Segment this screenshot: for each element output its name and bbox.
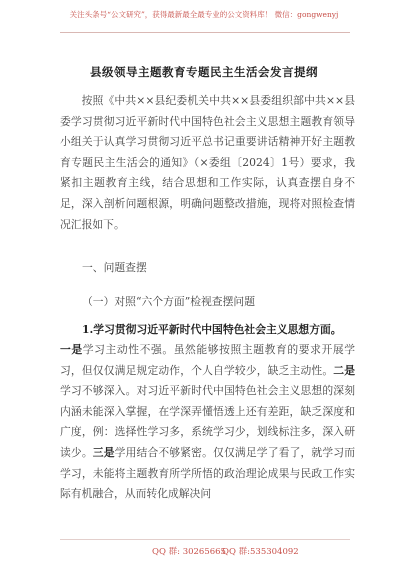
item-body-paragraph <box>60 340 355 505</box>
footer-qq-group-2: QQ 群:535304092 <box>222 547 299 557</box>
subsection-heading: （一）对照“六个方面”检视查摆问题 <box>82 295 255 308</box>
point-text-2: 学习不够深入。对习近平新时代中国特色社会主义思想的深刻内涵未能深入掌握，在学深弄懂悟透上还有差距，缺乏深度和广度，例：选择性学习多，系统学习少，划线标注多，深入研读少。 <box>60 384 355 459</box>
footer-qq-group-1: QQ 群: 30265665 <box>152 547 226 557</box>
section-heading: 一、问题查摆 <box>82 261 147 274</box>
page-header-banner: 关注头条号“公文研究”，获得最新最全最专业的公文资料库！ 微信：gongwenyj <box>69 10 339 19</box>
point-text-3: 学用结合不够紧密。仅仅满足学了看了，就学习而学习，未能将主题教育所学所悟的政治理论成果与民政工作实际有机融合，从而转化成解决问 <box>60 445 356 501</box>
intro-paragraph: 按照《中共××县纪委机关中共××县委组织部中共××县委学习贯彻习近平新时代中国特色社会主义思想主题教育领导小组关于认真学习贯彻习近平总书记重要讲话精神开好主题教育专题民主生活会的通知》（×委组〔2024〕1号）要求，我紧扣主题教育主线，结合思想和工作实际，认真查摆自身不足，深入剖析问题根源，明确问题整改措施，现将对照检查情况汇报如下。 <box>60 94 355 231</box>
header-divider <box>60 32 350 33</box>
document-title: 县级领导主题教育专题民主生活会发言提纲 <box>90 65 318 79</box>
point-text-1: 学习主动性不强。虽然能够按照主题教育的要求开展学习，但仅仅满足规定动作，个人自学较少，缺乏主动性。 <box>60 343 356 377</box>
point-lead-1: 一是 <box>60 343 83 356</box>
item-heading: 1.学习贯彻习近平新时代中国特色社会主义思想方面。 <box>82 323 342 336</box>
point-lead-3: 三是 <box>92 445 115 459</box>
footer-divider <box>60 539 350 540</box>
point-lead-2: 二是 <box>333 363 356 377</box>
page-footer <box>0 545 408 559</box>
